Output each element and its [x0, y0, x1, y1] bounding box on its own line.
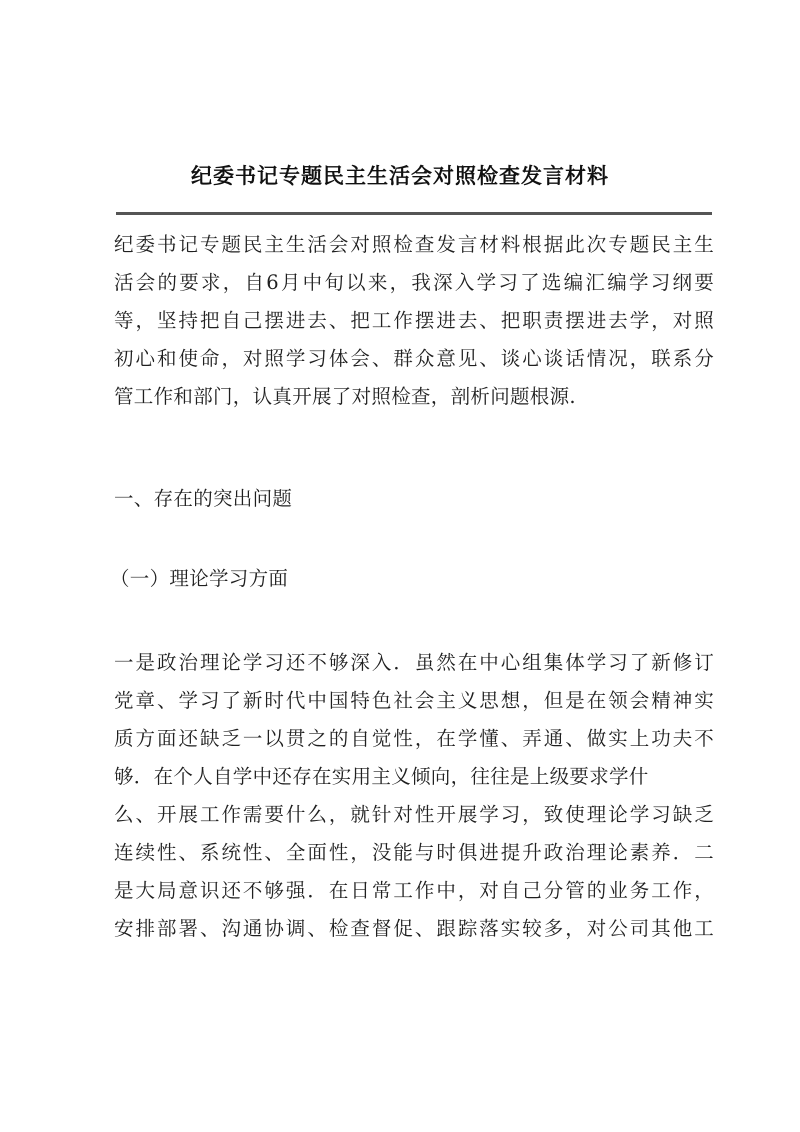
document-title: 纪委书记专题民主生活会对照检查发言材料 — [191, 163, 609, 188]
body-line: 安排部署、沟通协调、检查督促、跟踪落实较多，对公司其他工 — [114, 917, 714, 940]
section-heading: 一、存在的突出问题 — [114, 487, 293, 510]
body-line: 够．在个人自学中还存在实用主义倾向，往往是上级要求学什 — [114, 765, 649, 788]
body-line: 质方面还缺乏一以贯之的自觉性，在学懂、弄通、做实上功夫不 — [114, 727, 714, 750]
intro-line: 初心和使命，对照学习体会、群众意见、谈心谈话情况，联系分 — [114, 347, 714, 370]
intro-paragraph — [114, 226, 714, 416]
subsection-heading: （一）理论学习方面 — [110, 567, 289, 590]
body-line: 党章、学习了新时代中国特色社会主义思想，但是在领会精神实 — [114, 689, 714, 712]
body-line: 连续性、系统性、全面性，没能与时俱进提升政治理论素养．二 — [114, 841, 714, 864]
title-divider — [116, 212, 712, 215]
intro-line: 纪委书记专题民主生活会对照检查发言材料根据此次专题民主生 — [114, 233, 714, 256]
body-line: 么、开展工作需要什么，就针对性开展学习，致使理论学习缺乏 — [114, 803, 714, 826]
intro-line: 管工作和部门，认真开展了对照检查，剖析问题根源. — [114, 385, 576, 408]
body-line: 一是政治理论学习还不够深入．虽然在中心组集体学习了新修订 — [114, 651, 714, 674]
intro-line: 等，坚持把自己摆进去、把工作摆进去、把职责摆进去学，对照 — [114, 309, 714, 332]
body-line: 是大局意识还不够强．在日常工作中，对自己分管的业务工作， — [114, 879, 714, 902]
body-paragraph — [114, 644, 714, 948]
intro-line: 活会的要求，自6月中旬以来，我深入学习了选编汇编学习纲要 — [114, 271, 714, 294]
